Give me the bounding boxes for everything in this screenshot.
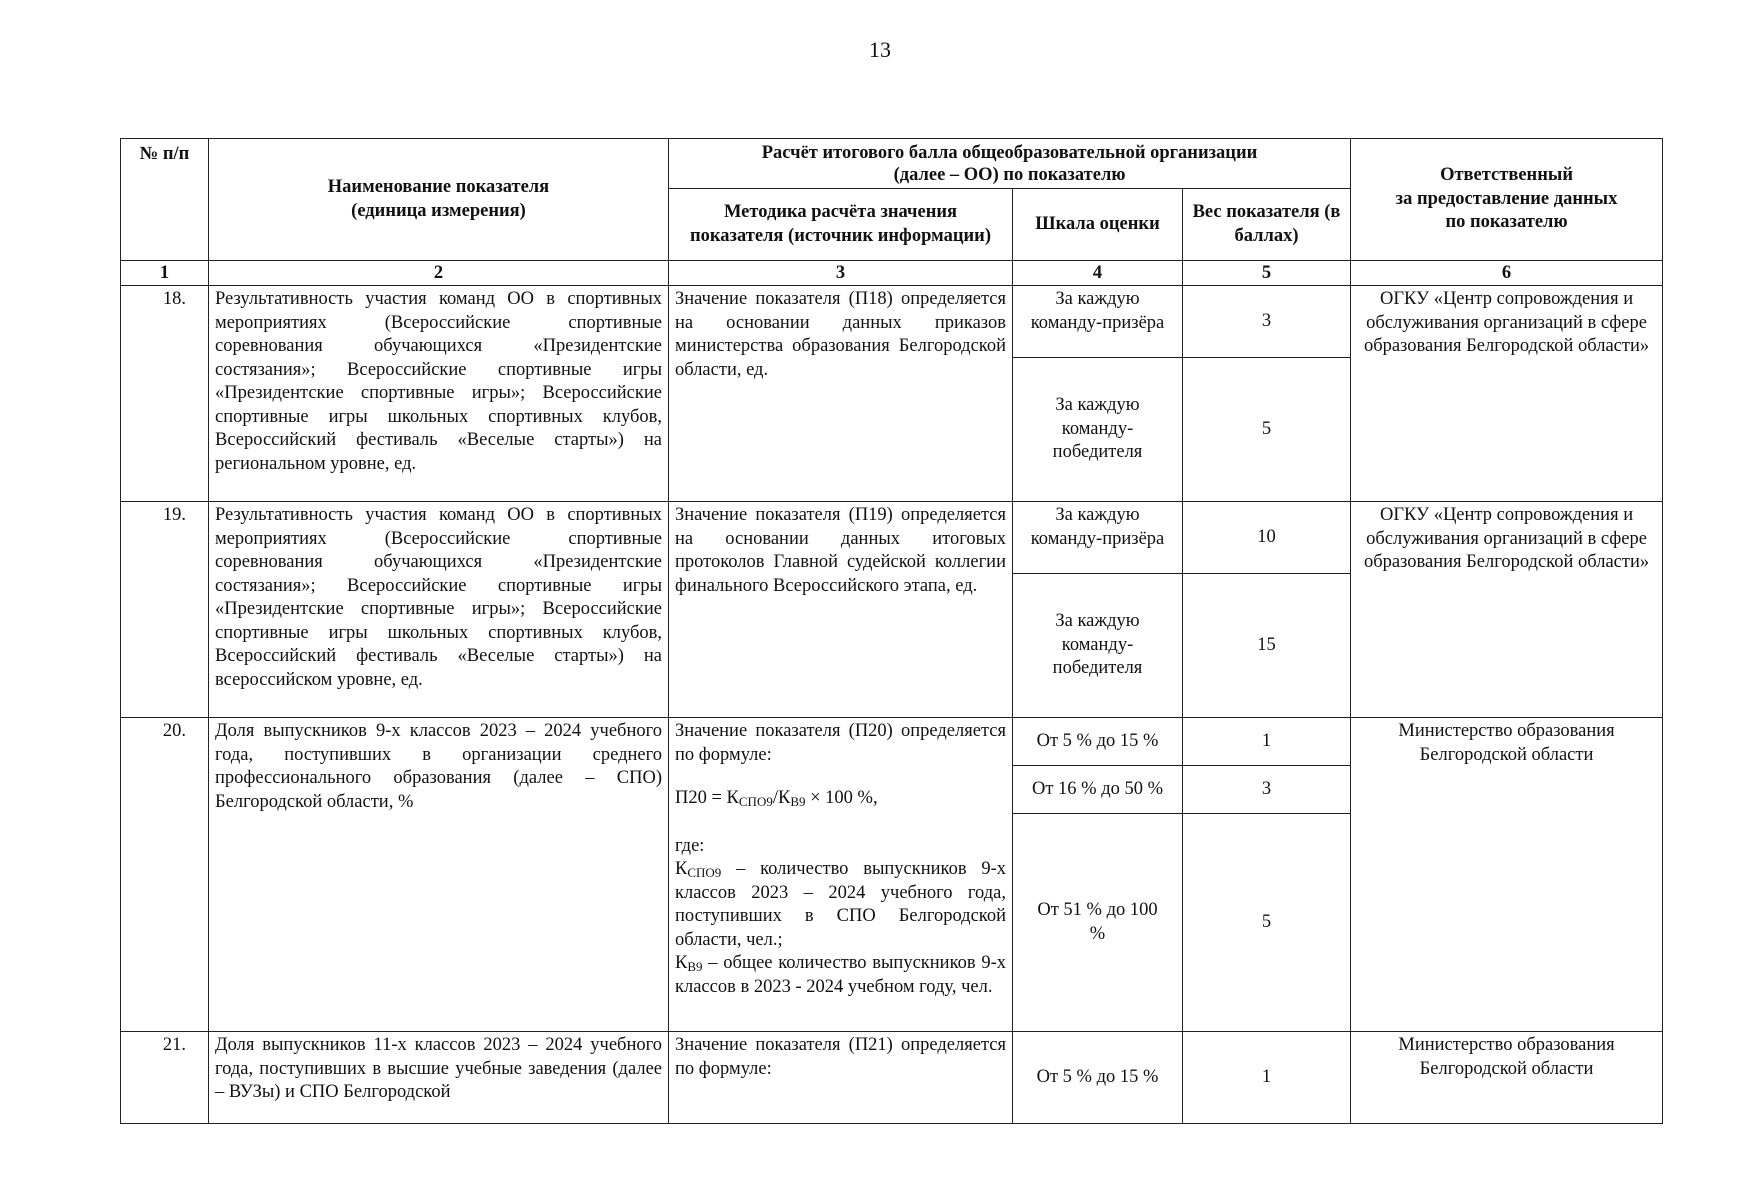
row-number: 20. <box>121 718 209 1032</box>
scale-cell: За каждую команду-призёра <box>1013 502 1183 574</box>
header-group-line1: Расчёт итогового балла общеобразовательной организации <box>761 142 1258 163</box>
definition-subscript: СПО9 <box>687 865 722 880</box>
weight-cell: 1 <box>1183 1032 1351 1124</box>
header-group <box>669 139 1351 189</box>
header-num <box>121 139 209 261</box>
column-number: 4 <box>1013 261 1183 286</box>
header-group-line2: (далее – ОО) по показателю <box>893 164 1126 185</box>
calculation-method: Значение показателя (П19) определяется на основании данных итоговых протоколов Главной судейской коллегии финального Всероссийского этапа, ед. <box>669 502 1013 718</box>
formula-part: × 100 %, <box>805 788 878 808</box>
definition-text: – общее количество выпускников 9-х классов в 2023 - 2024 учебном году, чел. <box>675 953 1006 997</box>
indicator-name: Доля выпускников 11-х классов 2023 – 2024 учебного года, поступивших в высшие учебные заведения (далее – ВУЗы) и СПО Белгородской <box>209 1032 669 1124</box>
column-number: 3 <box>669 261 1013 286</box>
weight-cell: 5 <box>1183 358 1351 502</box>
table-row <box>121 1032 1663 1124</box>
scale-cell: За каждую команду-победителя <box>1013 358 1183 502</box>
header-name-line1: Наименование показателя <box>327 177 550 197</box>
formula-subscript: СПО9 <box>738 794 773 809</box>
table-row <box>121 718 1663 766</box>
page-number: 13 <box>869 37 891 62</box>
responsible-cell: ОГКУ «Центр сопровождения и обслуживания организаций в сфере образования Белгородской области» <box>1351 502 1663 718</box>
formula-part: /К <box>772 788 791 808</box>
scale-cell: За каждую команду-победителя <box>1013 574 1183 718</box>
definition-symbol: К <box>675 859 688 879</box>
header-method: Методика расчёта значения показателя (источник информации) <box>669 189 1013 261</box>
responsible-cell: Министерство образования Белгородской области <box>1351 718 1663 1032</box>
calculation-method: Значение показателя (П21) определяется по формуле: <box>669 1032 1013 1124</box>
header-responsible <box>1351 139 1663 261</box>
weight-cell: 15 <box>1183 574 1351 718</box>
weight-cell: 5 <box>1183 814 1351 1032</box>
indicator-name: Доля выпускников 9-х классов 2023 – 2024 учебного года, поступивших в организации среднего профессионального образования (далее – СПО) Белгородской области, % <box>209 718 669 1032</box>
row-number: 19. <box>121 502 209 718</box>
table-row <box>121 286 1663 358</box>
responsible-cell: Министерство образования Белгородской области <box>1351 1032 1663 1124</box>
formula-subscript: В9 <box>790 794 806 809</box>
table-row <box>121 502 1663 574</box>
calculation-method: Значение показателя (П18) определяется на основании данных приказов министерства образования Белгородской области, ед. <box>669 286 1013 502</box>
header-scale: Шкала оценки <box>1013 189 1183 261</box>
row-number: 21. <box>121 1032 209 1124</box>
weight-cell: 10 <box>1183 502 1351 574</box>
header-num-label: № п/п <box>139 144 190 164</box>
scale-cell: За каждую команду-призёра <box>1013 286 1183 358</box>
indicator-table <box>120 138 1663 1124</box>
definition-text: – количество выпускников 9-х классов 2023 – 2024 учебного года, поступивших в СПО Белгородской области, чел.; <box>675 859 1006 950</box>
header-resp-line2: за предоставление данных <box>1395 188 1618 209</box>
header-name <box>209 139 669 261</box>
calculation-method <box>669 718 1013 1032</box>
formula-part: П20 = К <box>675 788 739 808</box>
indicator-name: Результативность участия команд ОО в спортивных мероприятиях (Всероссийские спортивные соревнования обучающихся «Президентские состязания»; Всероссийские спортивные игры «Президентские спортивные игры»; Всероссийские спортивные игры школьных спортивных клубов, Всероссийский фестиваль «Веселые старты») на региональном уровне, ед. <box>209 286 669 502</box>
scale-cell: От 5 % до 15 % <box>1013 1032 1183 1124</box>
responsible-cell: ОГКУ «Центр сопровождения и обслуживания организаций в сфере образования Белгородской области» <box>1351 286 1663 502</box>
column-number-row <box>121 261 1663 286</box>
definition-subscript: В9 <box>687 959 703 974</box>
method-intro: Значение показателя (П20) определяется по формуле: <box>675 721 1006 765</box>
header-weight: Вес показателя (в баллах) <box>1183 189 1351 261</box>
scale-cell: От 16 % до 50 % <box>1013 766 1183 814</box>
weight-cell: 3 <box>1183 286 1351 358</box>
indicator-name: Результативность участия команд ОО в спортивных мероприятиях (Всероссийские спортивные соревнования обучающихся «Президентские состязания»; Всероссийские спортивные игры «Президентские спортивные игры»; Всероссийские спортивные игры школьных спортивных клубов, Всероссийский фестиваль «Веселые старты») на всероссийском уровне, ед. <box>209 502 669 718</box>
header-resp-line3: по показателю <box>1445 212 1568 233</box>
column-number: 1 <box>121 261 209 286</box>
formula <box>675 787 1006 811</box>
column-number: 6 <box>1351 261 1663 286</box>
weight-cell: 1 <box>1183 718 1351 766</box>
definition <box>675 952 1006 999</box>
where-label: где: <box>675 835 705 856</box>
definition <box>675 858 1006 952</box>
scale-cell: От 5 % до 15 % <box>1013 718 1183 766</box>
header-name-line2: (единица измерения) <box>351 200 526 221</box>
definition-symbol: К <box>675 953 688 973</box>
scale-cell: От 51 % до 100 % <box>1013 814 1183 1032</box>
row-number: 18. <box>121 286 209 502</box>
weight-cell: 3 <box>1183 766 1351 814</box>
column-number: 5 <box>1183 261 1351 286</box>
header-resp-line1: Ответственный <box>1440 165 1573 186</box>
column-number: 2 <box>209 261 669 286</box>
